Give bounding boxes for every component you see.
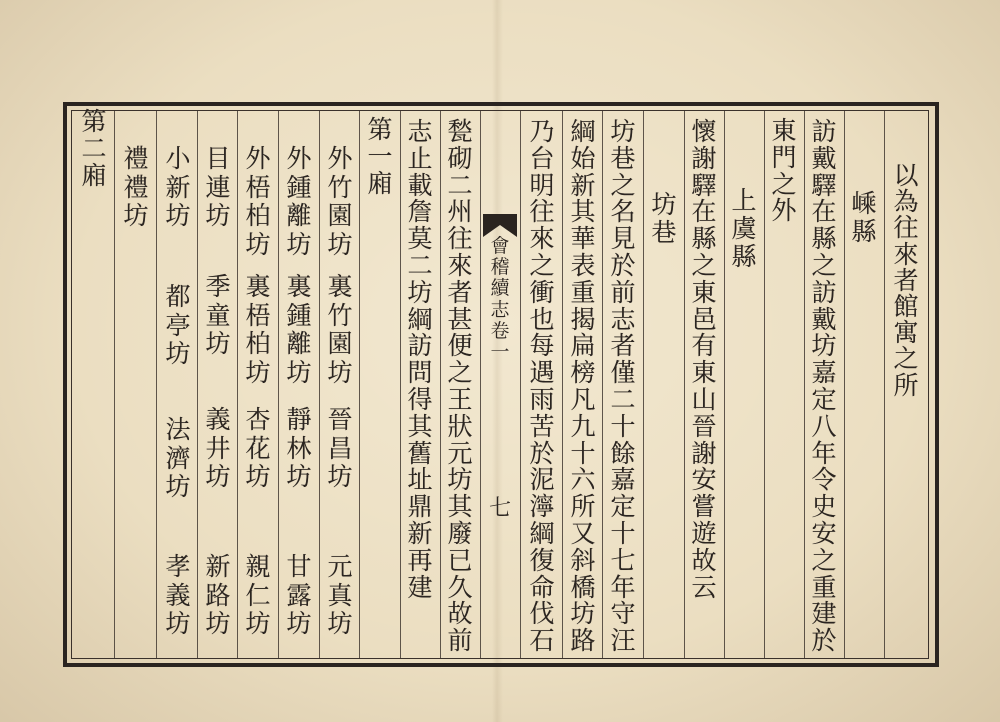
ward-name: 杏花坊 [245,405,271,491]
county-heading: 嵊縣 [851,189,877,246]
section-heading: 坊巷 [651,190,677,247]
ward-name: 裏梧柏坊 [245,272,271,387]
text-column: 綱始新其華表重揭扁榜凡九十六所又斜橋坊路 [570,117,596,656]
page-number: 七 [489,496,512,521]
ward-name: 都亭坊 [165,282,191,368]
ward-name: 甘露坊 [286,552,312,638]
column-rule [764,110,765,659]
ward-heading: 第一廂 [367,115,393,198]
running-title: 會稽續志卷一 [490,235,510,364]
text-column: 訪戴驛在縣之訪戴坊嘉定八年令史安之重建於 [811,117,837,656]
ward-name: 孝義坊 [165,552,191,638]
column-rule [237,110,238,659]
ward-list-column [245,0,271,722]
text-column: 乃台明往來之衝也每遇雨苦於泥濘綱復命伐石 [529,117,555,656]
column-rule [400,110,401,659]
column-rule [278,110,279,659]
ward-name: 裏竹園坊 [327,272,353,387]
text-column: 志止載詹莫二坊綱訪問得其舊址鼎新再建 [407,117,433,602]
column-rule [156,110,157,659]
column-rule [643,110,644,659]
ward-name: 外鍾離坊 [286,144,312,259]
county-heading: 上虞縣 [731,186,757,271]
ward-list-column [205,0,231,722]
column-rule [114,110,115,659]
ward-name: 小新坊 [165,144,191,230]
ward-name: 晉昌坊 [327,405,353,491]
ward-name: 元真坊 [327,552,353,638]
text-column: 東門之外 [771,116,797,226]
column-rule [602,110,603,659]
ward-name: 新路坊 [205,552,231,638]
ward-list-column [165,0,191,722]
ward-name: 義井坊 [205,405,231,491]
ward-name: 親仁坊 [245,552,271,638]
column-rule [804,110,805,659]
ward-list-column [286,0,312,722]
column-rule [684,110,685,659]
column-rule [562,110,563,659]
fold-rule [520,110,521,659]
ward-name: 法濟坊 [165,415,191,501]
ward-list-column [123,0,149,722]
ward-name: 靜林坊 [286,405,312,491]
text-column: 甃砌二州往來者甚便之王狀元坊其廢已久故前 [447,117,473,656]
column-rule [359,110,360,659]
column-rule [319,110,320,659]
fold-rule [480,110,481,659]
column-rule [440,110,441,659]
column-rule [724,110,725,659]
text-column: 以為往來者館寓之所 [893,161,919,400]
ward-name: 目連坊 [205,144,231,230]
column-rule [844,110,845,659]
text-column: 坊巷之名見於前志者僅二十餘嘉定十七年守汪 [610,117,636,656]
ward-name: 外竹園坊 [327,144,353,259]
ward-list-column [327,0,353,722]
ward-name: 裏鍾離坊 [286,272,312,387]
ward-name: 禮禮坊 [123,144,149,230]
column-rule [884,110,885,659]
text-column: 懷謝驛在縣之東邑有東山晉謝安嘗遊故云 [691,117,717,602]
ward-name: 外梧柏坊 [245,144,271,259]
inner-border [71,107,929,659]
ward-heading: 第二廂 [81,107,107,190]
column-rule [197,110,198,659]
ward-name: 季童坊 [205,272,231,358]
